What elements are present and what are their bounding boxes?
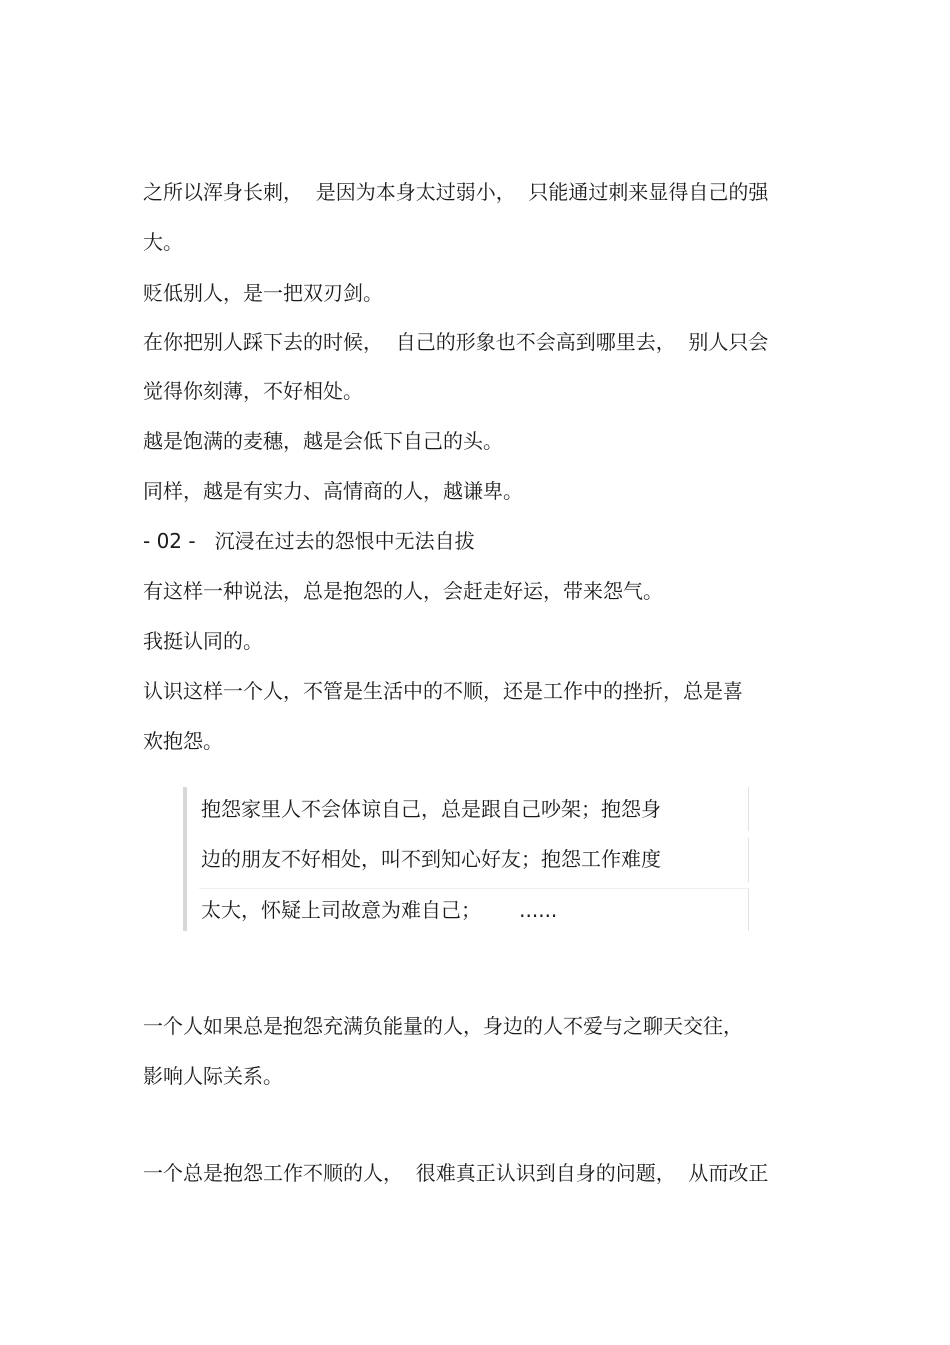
paragraph-line: 影响人际关系。 [143,1064,283,1088]
blockquote-border [748,889,749,931]
paragraph-line: 认识这样一个人，不管是生活中的不顺，还是工作中的挫折，总是喜 [143,679,743,703]
paragraph-line: 在你把别人踩下去的时候， 自己的形象也不会高到哪里去， 别人只会 [143,330,769,354]
paragraph-line: 有这样一种说法，总是抱怨的人，会赶走好运，带来怨气。 [143,579,663,603]
blockquote-border [748,838,749,882]
section-heading: - 02 - 沉浸在过去的怨恨中无法自拔 [143,529,475,553]
paragraph-line: 我挺认同的。 [143,629,263,653]
paragraph-line: 觉得你刻薄，不好相处。 [143,379,363,403]
blockquote-line: 太大，怀疑上司故意为难自己； ...... [201,898,558,922]
blockquote-line: 边的朋友不好相处，叫不到知心好友；抱怨工作难度 [201,847,661,871]
paragraph-line: 贬低别人，是一把双刃剑。 [143,281,383,305]
blockquote-line: 抱怨家里人不会体谅自己，总是跟自己吵架；抱怨身 [201,797,661,821]
paragraph-line: 之所以浑身长刺， 是因为本身太过弱小， 只能通过刺来显得自己的强 [143,180,769,204]
blockquote-border [748,787,749,831]
paragraph-line: 越是饱满的麦穗，越是会低下自己的头。 [143,429,503,453]
paragraph-line: 一个人如果总是抱怨充满负能量的人，身边的人不爱与之聊天交往， [143,1014,743,1038]
paragraph-line: 同样，越是有实力、高情商的人，越谦卑。 [143,479,523,503]
blockquote-divider [199,888,749,889]
blockquote-bar [183,787,187,931]
paragraph-line: 大。 [143,230,183,254]
paragraph-line: 欢抱怨。 [143,729,223,753]
paragraph-line: 一个总是抱怨工作不顺的人， 很难真正认识到自身的问题， 从而改正 [143,1161,769,1185]
